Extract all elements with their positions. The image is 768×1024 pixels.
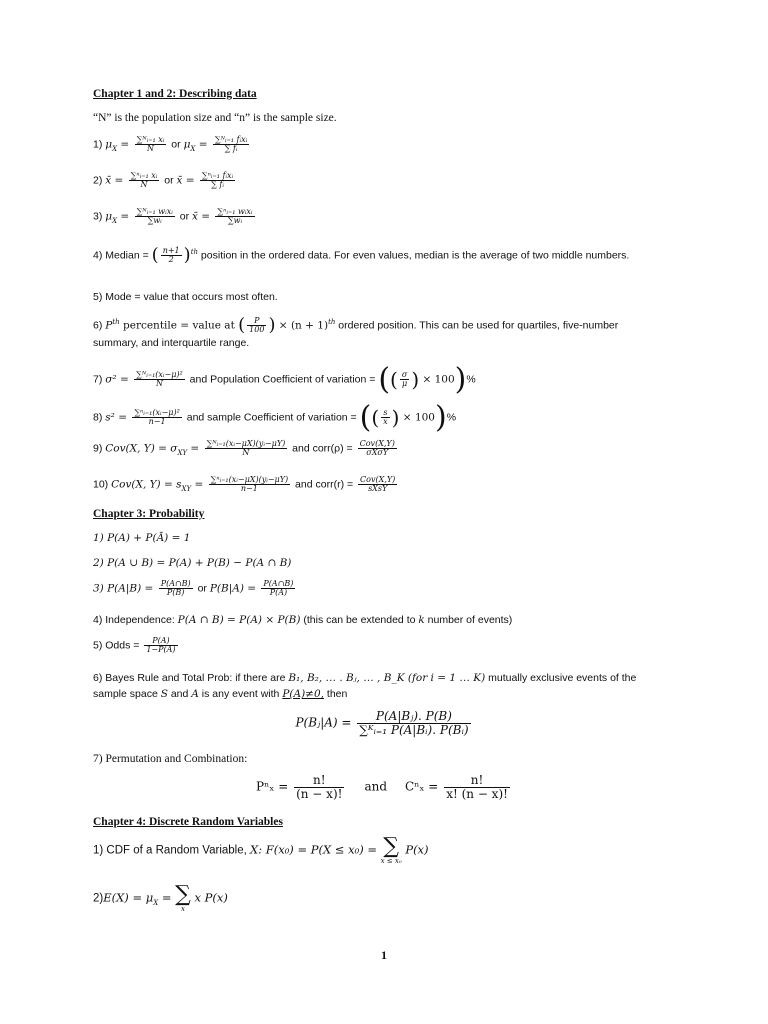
denominator: P(A) — [269, 588, 288, 598]
denominator: n−1 — [240, 484, 258, 494]
denominator: ∑wᵢ — [227, 216, 243, 226]
numerator: P(A) — [144, 637, 177, 646]
math-expression: P(A ∩ B) = P(A) × P(B) — [177, 614, 301, 626]
right-paren: ) — [183, 244, 191, 266]
fraction — [400, 371, 409, 389]
fraction — [358, 476, 397, 494]
math-symbol: S — [160, 688, 168, 700]
equals: = — [158, 890, 176, 905]
numerator: P — [247, 317, 266, 326]
equals: = — [187, 442, 203, 455]
denominator: μ — [401, 379, 408, 388]
numerator: ∑ᴺᵢ₌₁(xᵢ−μ)² — [136, 369, 183, 379]
item-number: 7) — [93, 373, 106, 386]
math-text: × 100 — [399, 411, 435, 424]
fraction — [358, 440, 397, 458]
fraction — [200, 172, 235, 190]
item-text: 6) Bayes Rule and Total Prob: if there are — [93, 672, 289, 684]
percent: % — [446, 411, 457, 424]
math-lhs: 3) P(A|B) = — [93, 582, 157, 595]
denominator: n−1 — [148, 417, 166, 426]
denominator: (n − x)! — [296, 786, 343, 801]
math-expression: P(x) — [401, 842, 429, 857]
right-paren: ) — [434, 400, 447, 435]
item-number: 3) — [93, 210, 106, 223]
fraction — [357, 710, 470, 736]
math-lhs: x̄ = — [105, 174, 127, 187]
left-paren: ( — [359, 400, 372, 435]
fraction — [209, 476, 291, 494]
prob-formula-4 — [93, 614, 512, 626]
perm-comb-formula — [0, 774, 768, 800]
item-text: and corr(r) = — [292, 478, 357, 491]
formula-8 — [93, 400, 456, 435]
denominator: ∑ fᵢ — [224, 144, 238, 154]
numerator: ∑ⁿᵢ₌₁(xᵢ−μ)² — [134, 407, 180, 417]
math-text: × 100 — [419, 373, 455, 386]
left-paren: ( — [378, 362, 391, 397]
item-text: (this can be extended to — [300, 614, 419, 626]
denominator: N — [242, 448, 250, 458]
math-subscript: XY — [177, 448, 188, 457]
denominator: ∑wᵢ — [147, 216, 162, 226]
fraction — [134, 371, 185, 389]
item-text: and sample Coefficient of variation = — [183, 411, 360, 424]
math-lhs: P(B|A) = — [209, 582, 260, 595]
right-paren: ) — [411, 367, 420, 392]
prob-formula-1: 1) P(A) + P(Ā) = 1 — [93, 532, 191, 544]
item-text: ordered position. This can be used for quartiles, five-number summary, and interquartile range. — [93, 319, 619, 349]
equals: = — [117, 138, 133, 151]
item-text: position in the ordered data. For even values, median is the average of two middle numbers. — [198, 249, 630, 262]
summation — [381, 836, 402, 865]
prob-formula-7: 7) Permutation and Combination: — [93, 753, 248, 765]
item-text: and — [167, 688, 192, 700]
denominator: 100 — [249, 325, 265, 335]
item-number: 1) — [93, 138, 106, 151]
numerator: n! — [444, 774, 510, 788]
item-text: and corr(ρ) = — [289, 442, 356, 455]
item-number: 10) — [93, 478, 112, 491]
formula-2 — [93, 172, 237, 190]
item-label: 5) Odds = — [93, 639, 143, 652]
numerator: σ — [401, 369, 408, 379]
math-expression: B₁, B₂, … . Bⱼ, … , B_K (for i = 1 … K) — [288, 672, 486, 684]
intro-text: “N” is the population size and “n” is the sample size. — [93, 112, 337, 124]
prob-formula-5 — [93, 637, 180, 655]
numerator: ∑ᴺᵢ₌₁ xᵢ — [136, 135, 165, 144]
fraction — [161, 247, 182, 265]
item-label: 4) Independence: — [93, 614, 178, 626]
fraction — [247, 317, 266, 335]
fraction — [135, 208, 175, 226]
math-lhs: x̄ = — [192, 210, 214, 223]
denominator: 2 — [168, 255, 174, 265]
math-lhs: Pⁿₓ = — [256, 779, 293, 794]
fraction — [381, 409, 390, 427]
denominator: ∑ fᵢ — [211, 180, 224, 190]
fraction — [205, 440, 288, 458]
denominator: 1−P(A) — [146, 645, 176, 655]
summation-index: x — [181, 905, 185, 913]
rv-formula-1 — [93, 836, 429, 865]
math-symbol: k — [418, 614, 425, 626]
math-lhs: P(Bⱼ|A) = — [295, 715, 356, 730]
percent: % — [466, 373, 476, 386]
item-text: then — [324, 688, 348, 700]
math-lhs: σ² = — [105, 373, 133, 386]
page-number: 1 — [381, 948, 387, 962]
item-number: 6) — [93, 319, 106, 332]
fraction — [144, 637, 177, 655]
formula-9 — [93, 440, 399, 458]
equals: = — [195, 138, 211, 151]
numerator: P(A|Bⱼ). P(B) — [357, 710, 470, 724]
bayes-formula — [0, 710, 768, 736]
right-paren: ) — [454, 362, 467, 397]
fraction — [294, 774, 344, 800]
or-text: or — [161, 174, 177, 187]
numerator: ∑ᴺᵢ₌₁ fᵢxᵢ — [214, 135, 248, 144]
denominator: N — [155, 379, 163, 388]
fraction — [215, 208, 254, 226]
denominator: ∑ᴷᵢ₌₁ P(A|Bᵢ). P(Bᵢ) — [359, 722, 469, 737]
left-paren: ( — [390, 367, 398, 392]
math-expression: x P(x) — [190, 890, 228, 905]
right-paren: ) — [391, 405, 400, 430]
denominator: N — [146, 144, 154, 154]
math-subscript: X — [112, 216, 118, 225]
equals: = — [191, 478, 207, 491]
item-text: mutually exclusive events of the sample space — [93, 672, 637, 700]
summation-index: x ≤ x₀ — [380, 857, 402, 865]
math-symbol: μ — [105, 138, 113, 151]
math-subscript: X — [112, 144, 118, 153]
numerator: ∑ⁿᵢ₌₁ fᵢxᵢ — [201, 171, 234, 180]
formula-4 — [93, 244, 663, 265]
item-number: 2) — [93, 174, 106, 187]
numerator: Cov(X,Y) — [360, 475, 396, 484]
or-text: or — [168, 138, 184, 151]
math-lhs: Cov(X, Y) = s — [111, 478, 182, 491]
numerator: n! — [294, 774, 344, 788]
denominator: N — [140, 180, 148, 190]
item-label: 4) Median = — [93, 249, 152, 262]
formula-10 — [93, 476, 399, 494]
denominator: x! (n − x)! — [446, 786, 508, 801]
or-text: or — [194, 582, 210, 595]
math-text: percentile = value at — [119, 319, 239, 332]
item-number: 8) — [93, 411, 106, 424]
math-symbol: μ — [105, 210, 113, 223]
denominator: sXsY — [368, 484, 388, 494]
fraction — [213, 136, 249, 154]
fraction — [159, 580, 193, 598]
sigma-symbol: ∑ — [383, 834, 400, 859]
chapter-3-heading: Chapter 3: Probability — [93, 508, 205, 520]
prob-formula-3 — [93, 580, 297, 598]
numerator: ∑ⁿᵢ₌₁(xᵢ−μX)(yᵢ−μY) — [210, 475, 289, 484]
denominator: x̄ — [383, 417, 388, 426]
and-text: and — [364, 779, 388, 794]
math-expression: E(X) = μ — [103, 890, 154, 905]
superscript: th — [328, 318, 336, 326]
math-symbol: P — [105, 319, 113, 332]
math-symbol: μ — [183, 138, 191, 151]
formula-7 — [93, 362, 476, 397]
math-lhs: x̄ = — [176, 174, 198, 187]
chapter-1-2-heading: Chapter 1 and 2: Describing data — [93, 88, 257, 100]
right-paren: ) — [268, 314, 276, 336]
formula-5: 5) Mode = value that occurs most often. — [93, 291, 278, 303]
numerator: ∑ᴺᵢ₌₁(xᵢ−μX)(yᵢ−μY) — [206, 439, 286, 448]
fraction — [129, 172, 160, 190]
math-subscript: X — [153, 898, 159, 907]
superscript: th — [190, 248, 199, 256]
chapter-4-heading: Chapter 4: Discrete Random Variables — [93, 816, 283, 828]
equals: = — [117, 210, 133, 223]
math-lhs: s² = — [105, 411, 131, 424]
left-paren: ( — [238, 314, 246, 336]
prob-formula-2: 2) P(A ∪ B) = P(A) + P(B) − P(A ∩ B) — [93, 557, 292, 569]
item-text: and Population Coefficient of variation = — [186, 373, 379, 386]
fraction — [135, 136, 167, 154]
numerator: ∑ⁿᵢ₌₁ xᵢ — [130, 171, 158, 180]
formula-1 — [93, 136, 251, 154]
denominator: σXσY — [366, 448, 389, 458]
math-condition: P(A)≠0, — [282, 688, 324, 700]
sigma-symbol: ∑ — [175, 882, 191, 907]
formula-6 — [93, 314, 663, 351]
fraction — [261, 580, 295, 598]
fraction — [132, 409, 181, 427]
item-text: 1) CDF of a Random Variable, — [93, 844, 251, 857]
numerator: s — [381, 409, 390, 418]
fraction — [444, 774, 510, 800]
item-number: 2) — [93, 892, 104, 905]
item-number: 9) — [93, 442, 106, 455]
prob-formula-6 — [93, 670, 668, 702]
numerator: P(A∩B) — [160, 579, 191, 588]
summation — [175, 884, 191, 913]
numerator: ∑ⁿᵢ₌₁ wᵢxᵢ — [217, 207, 253, 216]
math-subscript: XY — [181, 484, 192, 493]
or-text: or — [176, 210, 193, 223]
numerator: n+1 — [162, 245, 180, 255]
left-paren: ( — [371, 405, 380, 430]
item-text: number of events) — [424, 614, 513, 626]
math-lhs: Cⁿₓ = — [405, 779, 443, 794]
left-paren: ( — [151, 244, 159, 266]
numerator: ∑ᴺᵢ₌₁ wᵢxᵢ — [136, 207, 173, 216]
rv-formula-2 — [93, 884, 228, 913]
formula-3 — [93, 208, 257, 226]
superscript: th — [112, 318, 120, 326]
numerator: P(A∩B) — [263, 579, 294, 588]
numerator: Cov(X,Y) — [359, 439, 395, 448]
math-expression: X: F(x₀) = P(X ≤ x₀) = — [250, 842, 381, 857]
math-subscript: X — [190, 144, 196, 153]
math-text: × (n + 1) — [275, 319, 329, 332]
math-symbol: A — [191, 688, 199, 700]
math-lhs: Cov(X, Y) = σ — [105, 442, 178, 455]
item-text: is any event with — [198, 688, 283, 700]
denominator: P(B) — [166, 588, 185, 598]
